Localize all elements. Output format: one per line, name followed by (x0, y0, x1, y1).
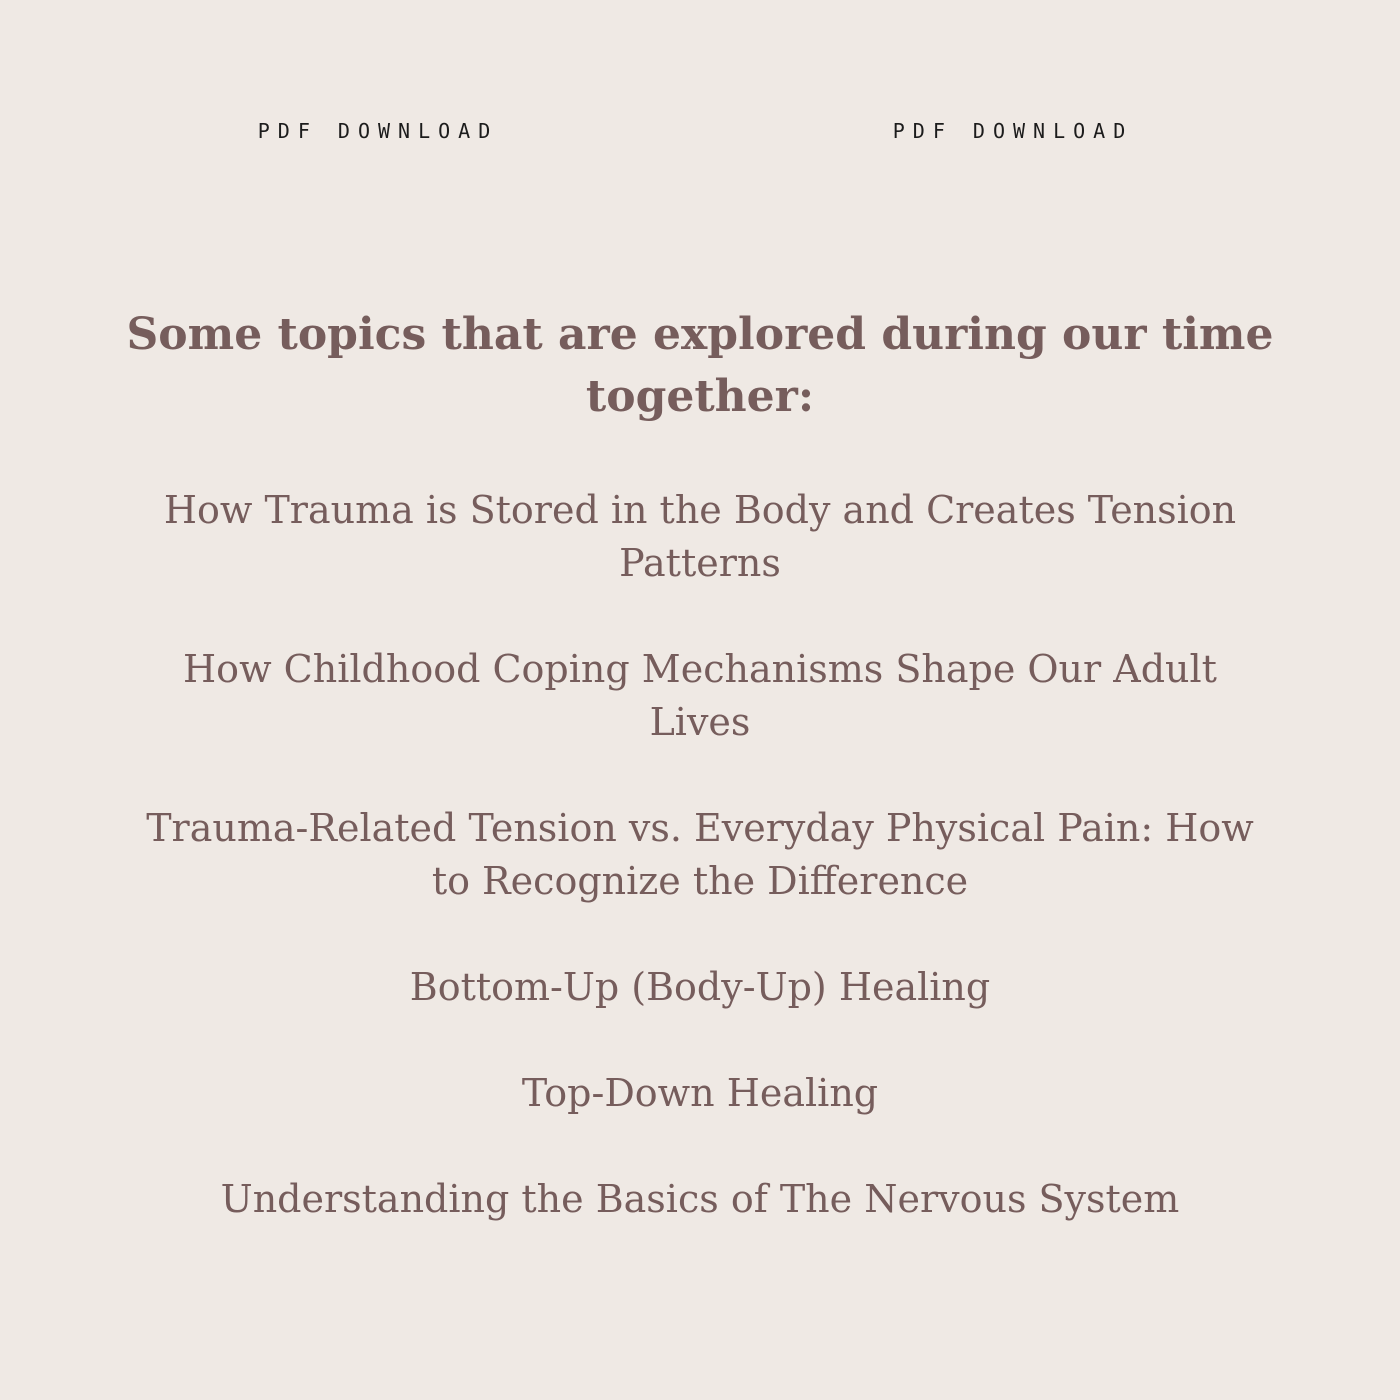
topic-item-trauma-vs-pain: Trauma-Related Tension vs. Everyday Physical Pain: How to Recognize the Difference (146, 806, 1254, 903)
topic-item-top-down-healing: Top-Down Healing (521, 1071, 879, 1115)
topic-item-bottom-up-healing: Bottom-Up (Body-Up) Healing (409, 965, 991, 1009)
pdf-download-link-left[interactable]: PDF DOWNLOAD (257, 119, 499, 143)
topics-list (140, 484, 1260, 1226)
pdf-download-link-right[interactable]: PDF DOWNLOAD (892, 119, 1134, 143)
topic-item-childhood-coping: How Childhood Coping Mechanisms Shape Our Adult Lives (183, 647, 1217, 744)
topic-item-nervous-system: Understanding the Basics of The Nervous System (220, 1177, 1180, 1221)
topics-heading: Some topics that are explored during our time together: (126, 309, 1274, 422)
topic-item-trauma-stored: How Trauma is Stored in the Body and Creates Tension Patterns (163, 488, 1237, 585)
